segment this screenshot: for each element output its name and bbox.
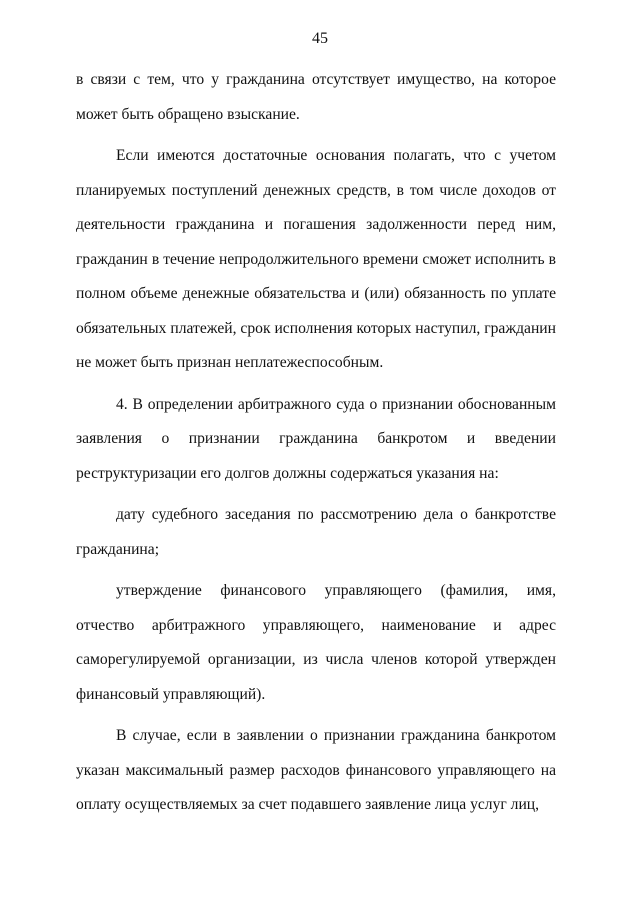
paragraph-continuation: в связи с тем, что у гражданина отсутствует имущество, на которое может быть обращено взыскание. <box>76 71 556 123</box>
paragraph-hearing-date: дату судебного заседания по рассмотрению дела о банкротстве гражданина; <box>76 506 556 558</box>
paragraph-expenses: В случае, если в заявлении о признании гражданина банкротом указан максимальный размер расходов финансового управляющего на оплату осуществляемых за счет подавшего заявление лица услуг лиц, <box>76 727 556 813</box>
page-number: 45 <box>312 30 328 47</box>
paragraph-financial-manager: утверждение финансового управляющего (фамилия, имя, отчество арбитражного управляющего, наименование и адрес саморегулируемой организации, из числа членов которой утвержден финансовый управляющий). <box>76 582 556 703</box>
paragraph-insolvency-condition: Если имеются достаточные основания полагать, что с учетом планируемых поступлений денежных средств, в том числе доходов от деятельности гражданина и погашения задолженности перед ним, гражданин в течение непродолжительного времени сможет исполнить в полном объеме денежные обязательства и (или) обязанность по уплате обязательных платежей, срок исполнения которых наступил, гражданин не может быть признан неплатежеспособным. <box>76 147 556 371</box>
document-body <box>76 63 556 830</box>
paragraph-clause-4: 4. В определении арбитражного суда о признании обоснованным заявления о признании гражданина банкротом и введении реструктуризации его долгов должны содержаться указания на: <box>76 395 556 482</box>
